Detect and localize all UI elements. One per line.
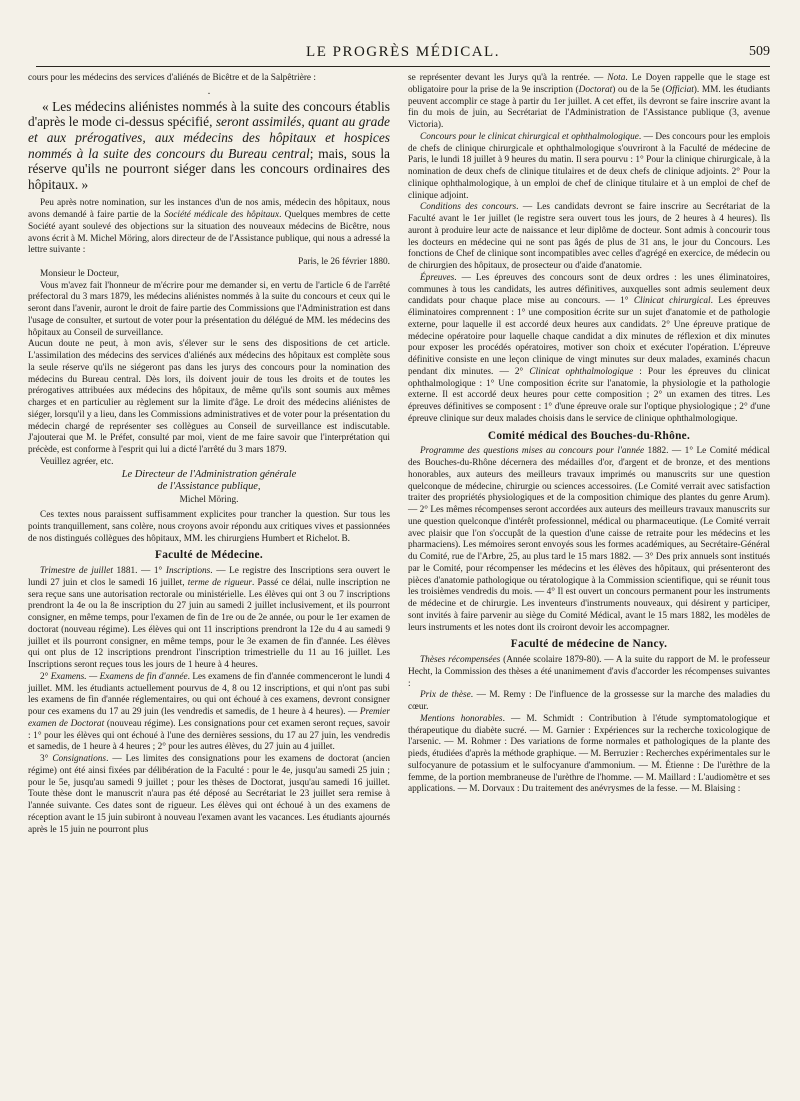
author-initial: B. [341,533,350,544]
paragraph: Concours pour le clinicat chirurgical et ophthalmologique. — Des concours pour les emplois de chefs de clinique chirurgicale et ophthalmologique s'ouvriront à la Faculté de médecine de Paris, le lundi 18 juillet à 9 heures du matin. Il sera pourvu : 1° Pour la clinique chirurgicale, à la nomination de deux chefs de clinique titulaires et de deux chefs de clinique adjoints. 2° Pour la clinique ophthalmologique, à un emploi de chef de clinique titulaire et à un emploi de chef de clinique adjoint. [408,131,770,201]
letter-closing: Veuillez agréer, etc. [40,456,114,467]
paragraph: Trimestre de juillet 1881. — 1° Inscriptions. — Le registre des Inscriptions sera ouvert le lundi 27 juin et clos le samedi 16 juillet, terme de rigueur. Passé ce délai, nulle inscription ne sera reçue sans une autorisation rectorale ou ministérielle. Les élèves qui ont 3 ou 7 inscriptions prendront la 4e ou la 8e inscription du 27 juin au samedi 2 juillet inclusivement, et ils pourront consigner, en même temps, pour l'examen de fin de 1re ou de 2e année, ou pour le 1er examen de doctorat (nouveau régime). Les élèves qui ont 11 inscriptions prendront la 12e du 4 au samedi 9 juillet et ils pourront consigner, en même temps, pour le 3e examen de fin d'année. Les élèves qui ont plus de 12 inscriptions prendront l'inscription trimestrielle du 11 au 16 juillet. Les Inscriptions seront reçues tous les jours de 1 heure à 4 heures. [28,566,391,671]
letter-paragraph: Aucun doute ne peut, à mon avis, s'élever sur le sens des dispositions de cet article. L'assimilation des médecins des services d'aliénés aux médecins des hôpitaux est complète sous la seule réserve qu'ils ne siégeront pas dans les jurys des concours pour la nomination des médecins du Bureau central. Dès lors, ils doivent jouir de tous les droits et de toutes les prérogatives attribuées aux médecins des hôpitaux, de même qu'ils sont soumis aux mêmes charges et en particulier au règlement sur la limite d'âge. Le droit des médecins aliénistes de siéger, lorsqu'il y a lieu, dans les Commissions administratives et de voter pour la présentation du médecin chargé de représenter ses collègues au Conseil de surveillance est indiscutable. J'ajouterai que M. le Préfet, consulté par moi, vient de me faire savoir que l'interprétation qui précède, est conforme à l'esprit qui lui a dicté l'arrêté du 3 mars 1879. [28,339,391,456]
paragraph: 3° Consignations. — Les limites des consignations pour les examens de doctorat (ancien régime) ont été ainsi fixées par délibération de la Faculté : pour le 4e, jusqu'au samedi 25 juin ; pour le 5e, jusqu'au samedi 9 juillet ; pour les thèses de Doctorat, jusqu'au samedi 16 juillet. Toute thèse dont le manuscrit n'aura pas été déposé au Secrétariat le 23 juillet sera remise à l'année suivante. Ces dates sont de rigueur. Les élèves qui ont échoué à un des examens de réception avant le 15 juin subiront à nouveau l'examen avant les vacances. Les étudiants ajournés après le 15 juin ne pourront plus [28,754,390,835]
section-heading-nancy: Faculté de médecine de Nancy. [510,638,668,651]
page-number: 509 [749,44,770,59]
section-heading-faculte: Faculté de Médecine. [155,549,263,562]
left-column [28,73,390,836]
page-header [36,40,770,67]
paragraph: se représenter devant les Jurys qu'à la rentrée. — Nota. Le Doyen rappelle que le stage est obligatoire pour la prise de la 9e inscription (Doctorat) ou de la 5e (Officiat). MM. les étudiants peuvent accomplir ce stage à partir du 1er juillet. A cet effet, ils devront se faire inscrire avant la fin du mois de juin, au Secrétariat de l'Administration de l'Assistance publique (3, avenue Victoria). [408,73,771,130]
letter-signature-name: Michel Möring. [179,494,239,505]
separator-dots: . [207,85,211,97]
section-heading-comite: Comité médical des Bouches-du-Rhône. [487,429,691,442]
paragraph: Peu après notre nomination, sur les instances d'un de nos amis, médecin des hôpitaux, nous avons demandé à faire partie de la Société médicale des hôpitaux. Quelques membres de cette Société ayant soulevé des objections sur la situation des nouveaux médecins de Bicêtre, nous avons écrit à M. Michel Möring, alors directeur de de l'Assistance publique, qui nous a adressé la lettre suivante : [28,198,390,256]
paragraph: Mentions honorables. — M. Schmidt : Contribution à l'étude symptomatologique et thérapeutique du diabète sucré. — M. Garnier : Expériences sur la recherche toxicologique de l'arsenic. — M. Rohmer : Des variations de forme normales et pathologiques de la plante des pieds, étudiées d'après la méthode graphique. — M. Berruzier : Recherches expérimentales sur le sulfocyanure de potassium et le sulfocyanure d'ammonium. — M. Étienne : De l'urèthre de la femme, de la portion membraneuse de l'urèthre de l'homme. — M. Maillard : L'audiomètre et ses applications. — M. Dorvaux : Du traitement des anévrysmes de la fesse. — M. Blaising : [408,713,770,795]
paragraph: Programme des questions mises au concours pour l'année 1882. — 1° Le Comité médical des Bouches-du-Rhône décernera des médailles d'or, d'argent et de bronze, et des mentions honorables, aux auteurs des meilleurs travaux imprimés ou manuscrits sur une question quelconque de médecine, chirurgie ou sciences accessoires. (Le Comité verrait avec satisfaction traiter des propriétés physiologiques et de la composition chimique des plantes du genre Arum). — 2° Les mêmes récompenses seront accordées aux auteurs des meilleurs travaux manuscrits sur une question quelconque d'intérêt professionnel, médical ou pharmaceutique. (Le Comité verrait avec plaisir que l'on s'occupât de la question d'une caisse de retraite pour les médecins et les pharmaciens). Les mémoires seront envoyés sous les formes académiques, au Secrétaire-Général du Comité, rue de l'Arbre, 25, au plus tard le 15 mars 1882. — 3° Des prix annuels sont institués par le Comité, pour récompenser les médecins et les élèves des hôpitaux, qui présenteront des pièces d'anatomie pathologique ou tératologique à la Commission scientifique, qui se réunit tous les troisièmes vendredis du mois. — 4° Il est ouvert un concours permanent pour les instruments de médecine et de chirurgie. Les inventeurs d'instruments nouveaux, qui désirent y participer, sont invités à faire parvenir au siège du Comité Médical, avant le 15 mars 1882, les modèles de leurs instruments et les notes dont ils croiront devoir les accompagner. [408,446,770,633]
letter-date: Paris, le 26 février 1880. [298,257,390,268]
journal-title: LE PROGRÈS MÉDICAL. [306,44,500,60]
paragraph: 2° Examens. — Examens de fin d'année. Les examens de fin d'année commenceront le lundi 4 juillet. MM. les étudiants actuellement pourvus de 4, 8 ou 12 inscriptions, et qui n'ont pas subi les examens de fin d'année réglementaires, ou qui ont échoué à ces examens, devront consigner pour ces examens du 17 au 29 juin (les vendredis et samedis, de 1 heure à 4 heures). — Premier examen de Doctorat (nouveau régime). Les consignations pour cet examen seront reçues, savoir : 1° pour les élèves qui ont échoué à l'une des dernières sessions, du 17 au 27 juin, les vendredis et samedis, de 1 heure à 4 heures ; 2° pour les autres élèves, du 27 juin au 4 juillet. [28,671,390,753]
letter-signature-org: de l'Assistance publique, [157,481,261,493]
quoted-article: « Les médecins aliénistes nommés à la suite des concours établis d'après le mode ci-dessus spécifié, seront assimilés, quant au grade et aux prérogatives, aux médecins des hôpitaux et hospices nommés à la suite des concours du Bureau central; mais, sous la réserve qu'ils ne pourront siéger dans les concours ordinaires des hôpitaux. » [28,98,390,192]
paragraph: Conditions des concours. — Les candidats devront se faire inscrire au Secrétariat de la Faculté avant le 1er juillet (le registre sera ouvert tous les jours, de 2 heures à 4 heures). Ils auront à produire leur acte de naissance et leur diplôme de docteur. Sont admis à concourir tous les docteurs en médecine qui ne sont pas âgés de plus de 31 ans, le jour du Concours. Les fonctions de Chef de clinique sont incompatibles avec celles d'agrégé en exercice, de médecin ou de chirurgien des hôpitaux, de prosecteur ou d'aide d'anatomie. [408,202,770,271]
right-column [408,73,770,836]
paragraph: Thèses récompensées (Année scolaire 1879-80). — A la suite du rapport de M. le professeur Hecht, la Commission des thèses a été unanimement d'avis d'accorder les récompenses suivantes : [408,655,770,689]
letter-salutation: Monsieur le Docteur, [40,268,119,279]
paragraph: Épreuves. — Les épreuves des concours sont de deux ordres : les unes éliminatoires, communes à tous les candidats, les autres définitives, auxquelles sont admis seulement deux candidats pour chaque place mise au concours. — 1° Clinicat chirurgical. Les épreuves éliminatoires comprennent : 1° une composition écrite sur un sujet d'anatomie et de pathologie externe, pour laquelle il est accordé deux heures aux candidats. 2° Une épreuve pratique de médecine opératoire pour laquelle chaque candidat a dix minutes de réflexion et dix minutes pour exposer les procédés opératoires, motiver son choix et exécuter l'opération. L'épreuve définitive consiste en une leçon clinique de vingt minutes sur deux malades, examinés chacun pendant dix minutes. — 2° Clinicat ophthalmologique : Pour les épreuves du clinicat ophthalmologique : 1° Une composition écrite sur l'anatomie, la physiologie et la pathologie externe. Il est accordé deux heures pour cette composition ; 2° un examen des titres. Les épreuves définitives se composent : 1° d'une épreuve orale sur l'optique physiologique ; 2° d'une épreuve clinique sur deux malades choisis dans le service de clinique ophthalmologique. [408,272,771,424]
paragraph: Prix de thèse. — M. Remy : De l'influence de la grossesse sur la marche des maladies du cœur. [408,690,770,712]
letter-signature-title: Le Directeur de l'Administration générale [121,468,297,480]
paragraph: Ces textes nous paraissent suffisamment explicites pour trancher la question. Sur tous les points tranquillement, sans colère, nous croyons avoir répondu aux critiques vives et passionnées de nos distingués collègues des hôpitaux, MM. les chirurgiens Humbert et Richelot. [28,510,390,544]
letter-paragraph: Vous m'avez fait l'honneur de m'écrire pour me demander si, en vertu de l'article 6 de l'arrêté préfectoral du 3 mars 1879, les médecins aliénistes nommés à la suite du concours et ceux qui le seront dans l'avenir, auront le droit de faire partie des Commissions que l'Administration est dans l'usage de consulter, et surtout de voter pour la présentation du délégué de MM. les médecins des hôpitaux au Conseil de surveillance. [28,280,390,338]
paragraph: cours pour les médecins des services d'aliénés de Bicêtre et de la Salpêtrière : [28,73,316,83]
